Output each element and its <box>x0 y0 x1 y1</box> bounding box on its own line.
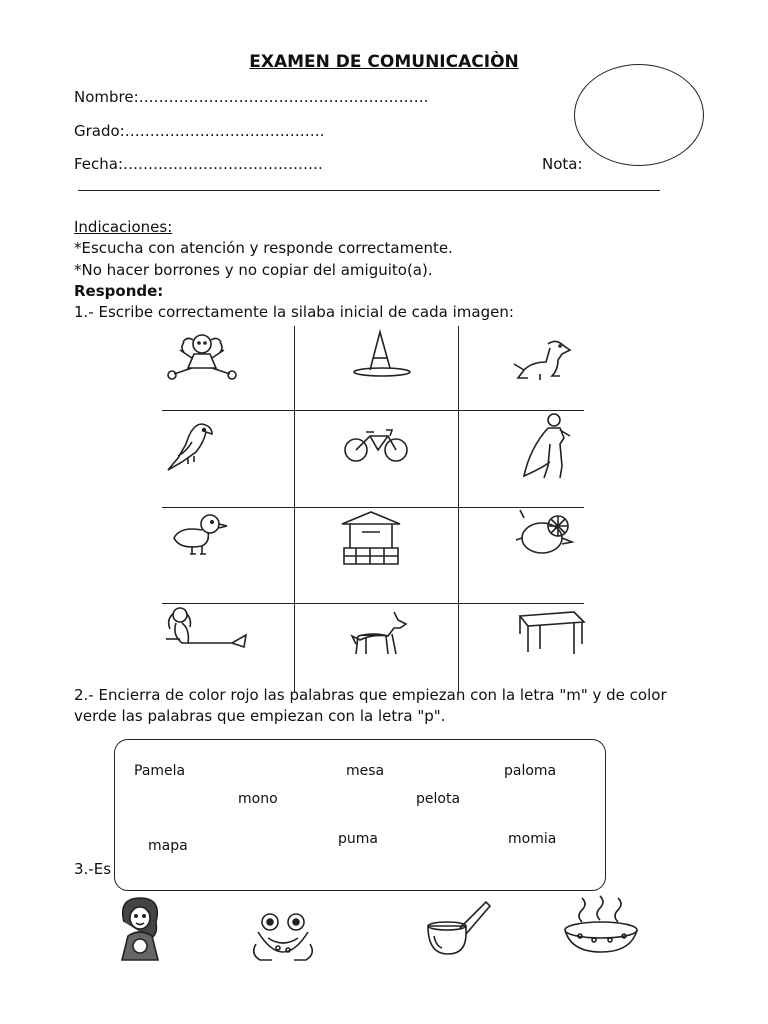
lemon-image <box>512 508 580 560</box>
mermaid-image <box>162 605 254 655</box>
score-circle <box>574 64 704 166</box>
name-field: Nombre:…………………………………………………. <box>74 88 429 106</box>
grade-score-label: Nota: <box>542 155 583 173</box>
table-image <box>514 608 586 658</box>
grade-field: Grado:…………………………………. <box>74 122 325 140</box>
superhero-image <box>520 412 576 484</box>
word-momia: momia <box>508 831 557 847</box>
instruction-line-1: *Escucha con atención y responde correctamente. <box>74 239 453 257</box>
question-3: 3.-Es <box>74 860 112 878</box>
frog-image <box>248 910 318 964</box>
word-box <box>114 739 606 891</box>
doll-image <box>162 330 242 382</box>
soup-bowl-image <box>560 892 642 956</box>
word-mesa: mesa <box>346 763 385 779</box>
grid-line-vertical-2 <box>458 326 459 692</box>
word-pelota: pelota <box>416 791 461 807</box>
parrot-image <box>162 418 218 474</box>
word-mapa: mapa <box>148 838 188 854</box>
word-mono: mono <box>238 791 278 807</box>
bicycle-image <box>340 424 412 464</box>
question-2-line-2: verde las palabras que empiezan con la letra "p". <box>74 707 446 725</box>
well-image <box>336 510 406 568</box>
header-divider <box>78 190 660 191</box>
dog-image <box>510 336 574 384</box>
page-title: EXAMEN DE COMUNICACIÒN <box>249 52 519 72</box>
witch-hat-image <box>350 328 414 382</box>
grid-line-horizontal-1 <box>162 410 584 411</box>
instructions-heading: Indicaciones: <box>74 218 173 236</box>
question-1: 1.- Escribe correctamente la silaba inicial de cada imagen: <box>74 303 514 321</box>
instruction-line-2: *No hacer borrones y no copiar del amiguito(a). <box>74 261 433 279</box>
word-puma: puma <box>338 831 378 847</box>
chick-image <box>168 512 230 558</box>
grid-line-horizontal-3 <box>162 603 584 604</box>
word-paloma: paloma <box>504 763 557 779</box>
date-field: Fecha:…………………………………. <box>74 155 323 173</box>
question-2-line-1: 2.- Encierra de color rojo las palabras que empiezan con la letra "m" y de color <box>74 686 667 704</box>
pipe-image <box>420 896 492 960</box>
wolf-image <box>344 608 410 658</box>
respond-heading: Responde: <box>74 282 164 300</box>
word-pamela: Pamela <box>134 763 186 779</box>
girl-image <box>112 896 168 964</box>
grid-line-vertical-1 <box>294 326 295 692</box>
